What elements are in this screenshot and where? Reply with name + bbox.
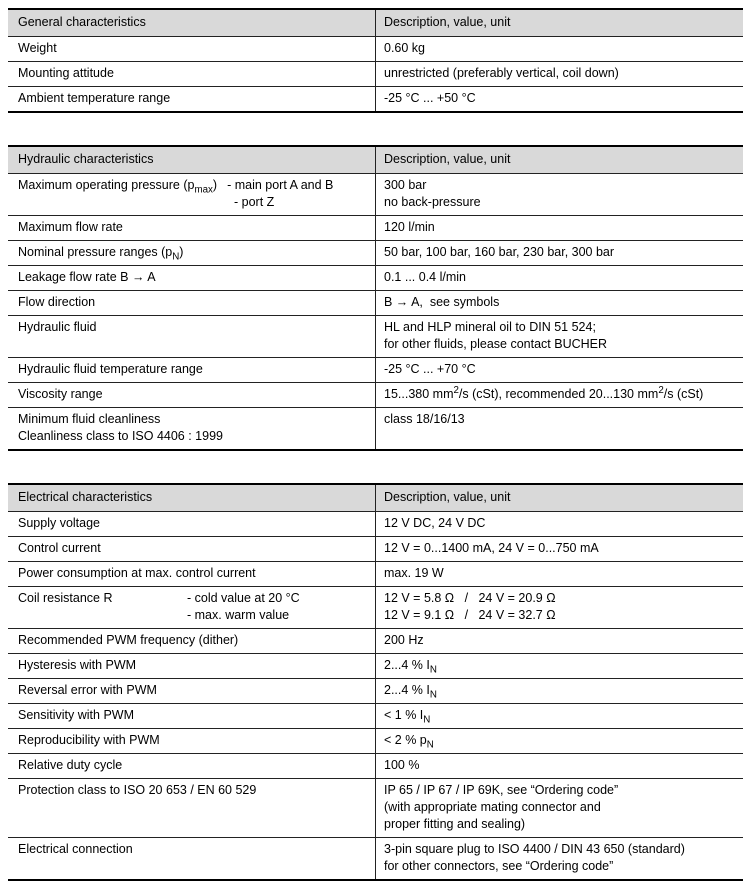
label-column (18, 319, 367, 336)
row-label-cell (8, 241, 375, 265)
row-value-cell (375, 679, 743, 703)
general-characteristics-table (8, 8, 743, 113)
row-label (18, 411, 367, 445)
label-line: Nominal pressure ranges $(p_N)$ (18, 245, 184, 263)
row-label-cell (8, 562, 375, 586)
row-value-cell (375, 408, 743, 449)
row-value-cell (375, 629, 743, 653)
row-label (18, 294, 367, 311)
row-label-cell (8, 629, 375, 653)
value-line: 3-pin square plug to ISO 4400 / DIN 43 650 (standard) (384, 842, 685, 856)
row-label-cell (8, 654, 375, 678)
row-label-cell (8, 216, 375, 240)
label-line: Maximum flow rate (18, 220, 123, 234)
table-row (8, 86, 743, 111)
label-column (18, 732, 367, 749)
value-column-header: Description, value, unit (384, 152, 511, 166)
row-value-cell (375, 838, 743, 879)
row-label-cell (8, 838, 375, 879)
table-row (8, 511, 743, 536)
hydraulic-characteristics-table (8, 145, 743, 451)
label-column (18, 590, 177, 624)
row-label (18, 540, 367, 557)
row-label-cell (8, 704, 375, 728)
row-value-cell (375, 358, 743, 382)
label-column (18, 707, 367, 724)
row-label-cell (8, 291, 375, 315)
label-column (18, 269, 367, 286)
label-column (18, 219, 367, 236)
value-line: class 18/16/13 (384, 412, 465, 426)
value-line: 15...380 $mm^2/s$ (cSt), recommended 20...130 $mm^2/s$ (cSt) (384, 384, 704, 401)
label-column (18, 65, 367, 82)
table-row (8, 315, 743, 357)
label-line: Recommended PWM frequency (dither) (18, 633, 239, 647)
label-line: Coil resistance R (18, 591, 113, 605)
table-title-cell (8, 485, 375, 511)
value-line: 0.1 ... 0.4 l/min (384, 270, 466, 284)
value-column-header-cell (375, 485, 743, 511)
table-row (8, 36, 743, 61)
row-label-cell (8, 383, 375, 407)
table-row (8, 561, 743, 586)
table-row (8, 753, 743, 778)
label-sub-line: - cold value at 20 °C (187, 591, 300, 605)
label-column (18, 244, 367, 261)
row-label (18, 177, 367, 211)
label-line: Reversal error with PWM (18, 683, 157, 697)
label-line: Electrical connection (18, 842, 133, 856)
value-line: 12 V = 5.8 Ω / 24 V = 20.9 Ω (384, 591, 556, 605)
table-title-cell (8, 10, 375, 36)
row-label-cell (8, 754, 375, 778)
value-line: 12 V = 9.1 Ω / 24 V = 32.7 Ω (384, 608, 556, 622)
row-value-cell (375, 291, 743, 315)
label-column (18, 177, 217, 211)
table-header-row (8, 147, 743, 173)
table-row (8, 215, 743, 240)
row-label-cell (8, 316, 375, 357)
value-line: B → A, see symbols (384, 295, 500, 309)
label-line: Weight (18, 41, 57, 55)
table-title: Hydraulic characteristics (18, 152, 154, 166)
row-label (18, 707, 367, 724)
row-label (18, 632, 367, 649)
value-line: 120 l/min (384, 220, 435, 234)
row-label (18, 269, 367, 286)
table-row (8, 290, 743, 315)
label-column (18, 841, 367, 858)
label-column (18, 90, 367, 107)
row-value-cell (375, 62, 743, 86)
label-sub-line: - main port A and B (227, 178, 334, 192)
label-line: Mounting attitude (18, 66, 114, 80)
row-label (18, 386, 367, 403)
value-line: max. 19 W (384, 566, 444, 580)
value-line: -25 °C ... +70 °C (384, 362, 476, 376)
row-label (18, 841, 367, 858)
row-label (18, 565, 367, 582)
label-line: Sensitivity with PWM (18, 708, 134, 722)
value-line: 2...4 % $I_N$ (384, 658, 437, 676)
table-header-row (8, 485, 743, 511)
label-line: Cleanliness class to ISO 4406 : 1999 (18, 429, 223, 443)
electrical-characteristics-table (8, 483, 743, 881)
label-column (18, 411, 367, 445)
label-line: Relative duty cycle (18, 758, 123, 772)
value-line: < 2 % $p_N$ (384, 733, 434, 751)
label-line: Ambient temperature range (18, 91, 171, 105)
value-line: (with appropriate mating connector and (384, 800, 601, 814)
row-value-cell (375, 537, 743, 561)
label-column (18, 515, 367, 532)
table-row (8, 586, 743, 628)
value-line: 200 Hz (384, 633, 424, 647)
row-value-cell (375, 37, 743, 61)
label-line: Protection class to ISO 20 653 / EN 60 529 (18, 783, 257, 797)
row-value-cell (375, 654, 743, 678)
row-value-cell (375, 316, 743, 357)
table-header-row (8, 10, 743, 36)
value-line: for other connectors, see “Ordering code” (384, 859, 614, 873)
value-line: IP 65 / IP 67 / IP 69K, see “Ordering code” (384, 783, 619, 797)
table-title: Electrical characteristics (18, 490, 153, 504)
row-value-cell (375, 383, 743, 407)
table-row (8, 837, 743, 879)
table-row (8, 61, 743, 86)
row-label (18, 782, 367, 799)
value-line: 300 bar (384, 178, 427, 192)
label-sub-line: - max. warm value (187, 608, 290, 622)
value-column-header-cell (375, 10, 743, 36)
label-line: Supply voltage (18, 516, 101, 530)
row-label (18, 657, 367, 674)
value-line: for other fluids, please contact BUCHER (384, 337, 608, 351)
row-value-cell (375, 754, 743, 778)
row-label-cell (8, 729, 375, 753)
label-column (18, 782, 367, 799)
row-value-cell (375, 87, 743, 111)
label-line: Hydraulic fluid temperature range (18, 362, 203, 376)
row-label (18, 590, 367, 624)
label-line: Reproducibility with PWM (18, 733, 160, 747)
value-line: 12 V DC, 24 V DC (384, 516, 486, 530)
label-line: Hydraulic fluid (18, 320, 97, 334)
table-row (8, 653, 743, 678)
row-label-cell (8, 62, 375, 86)
row-label (18, 515, 367, 532)
value-column-header: Description, value, unit (384, 490, 511, 504)
value-line: HL and HLP mineral oil to DIN 51 524; (384, 320, 596, 334)
row-label-cell (8, 537, 375, 561)
row-value-cell (375, 266, 743, 290)
label-line: Control current (18, 541, 101, 555)
value-line: -25 °C ... +50 °C (384, 91, 476, 105)
row-label-cell (8, 37, 375, 61)
table-row (8, 678, 743, 703)
label-sub-line: - port Z (227, 195, 275, 209)
table-title: General characteristics (18, 15, 146, 29)
table-row (8, 407, 743, 449)
value-line: unrestricted (preferably vertical, coil down) (384, 66, 619, 80)
row-label-cell (8, 266, 375, 290)
label-column (18, 361, 367, 378)
label-column (18, 386, 367, 403)
row-value-cell (375, 587, 743, 628)
label-line: Flow direction (18, 295, 96, 309)
label-column (18, 40, 367, 57)
label-sub-column (187, 590, 300, 624)
row-label (18, 732, 367, 749)
row-value-cell (375, 216, 743, 240)
label-column (18, 682, 367, 699)
table-row (8, 728, 743, 753)
row-label (18, 219, 367, 236)
label-line: Leakage flow rate B → A (18, 270, 156, 284)
row-value-cell (375, 512, 743, 536)
table-row (8, 536, 743, 561)
row-label (18, 90, 367, 107)
row-label-cell (8, 408, 375, 449)
label-line: Power consumption at max. control current (18, 566, 256, 580)
row-label-cell (8, 779, 375, 837)
row-label (18, 40, 367, 57)
label-column (18, 657, 367, 674)
label-column (18, 294, 367, 311)
table-row (8, 265, 743, 290)
row-label-cell (8, 512, 375, 536)
table-row (8, 357, 743, 382)
table-row (8, 173, 743, 215)
value-line: 12 V = 0...1400 mA, 24 V = 0...750 mA (384, 541, 599, 555)
table-row (8, 628, 743, 653)
label-line: Minimum fluid cleanliness (18, 412, 161, 426)
row-value-cell (375, 241, 743, 265)
label-line: Maximum operating pressure $(p_{max})$ (18, 178, 218, 196)
label-line: Viscosity range (18, 387, 103, 401)
table-row (8, 382, 743, 407)
value-line: no back-pressure (384, 195, 481, 209)
value-line: < 1 % $I_N$ (384, 708, 431, 726)
row-label (18, 319, 367, 336)
row-label (18, 361, 367, 378)
value-line: proper fitting and sealing) (384, 817, 526, 831)
value-line: 100 % (384, 758, 420, 772)
label-column (18, 540, 367, 557)
row-label-cell (8, 358, 375, 382)
row-label-cell (8, 587, 375, 628)
table-row (8, 703, 743, 728)
label-line: Hysteresis with PWM (18, 658, 137, 672)
row-label-cell (8, 174, 375, 215)
row-value-cell (375, 174, 743, 215)
row-label (18, 244, 367, 261)
value-column-header: Description, value, unit (384, 15, 511, 29)
row-value-cell (375, 704, 743, 728)
table-title-cell (8, 147, 375, 173)
label-column (18, 757, 367, 774)
value-column-header-cell (375, 147, 743, 173)
row-label-cell (8, 87, 375, 111)
table-row (8, 240, 743, 265)
row-label (18, 757, 367, 774)
row-label (18, 65, 367, 82)
row-value-cell (375, 779, 743, 837)
row-value-cell (375, 729, 743, 753)
row-label-cell (8, 679, 375, 703)
label-sub-column (227, 177, 333, 211)
value-line: 50 bar, 100 bar, 160 bar, 230 bar, 300 bar (384, 245, 615, 259)
value-line: 0.60 kg (384, 41, 426, 55)
row-value-cell (375, 562, 743, 586)
row-label (18, 682, 367, 699)
value-line: 2...4 % $I_N$ (384, 683, 437, 701)
label-column (18, 632, 367, 649)
table-row (8, 778, 743, 837)
label-column (18, 565, 367, 582)
